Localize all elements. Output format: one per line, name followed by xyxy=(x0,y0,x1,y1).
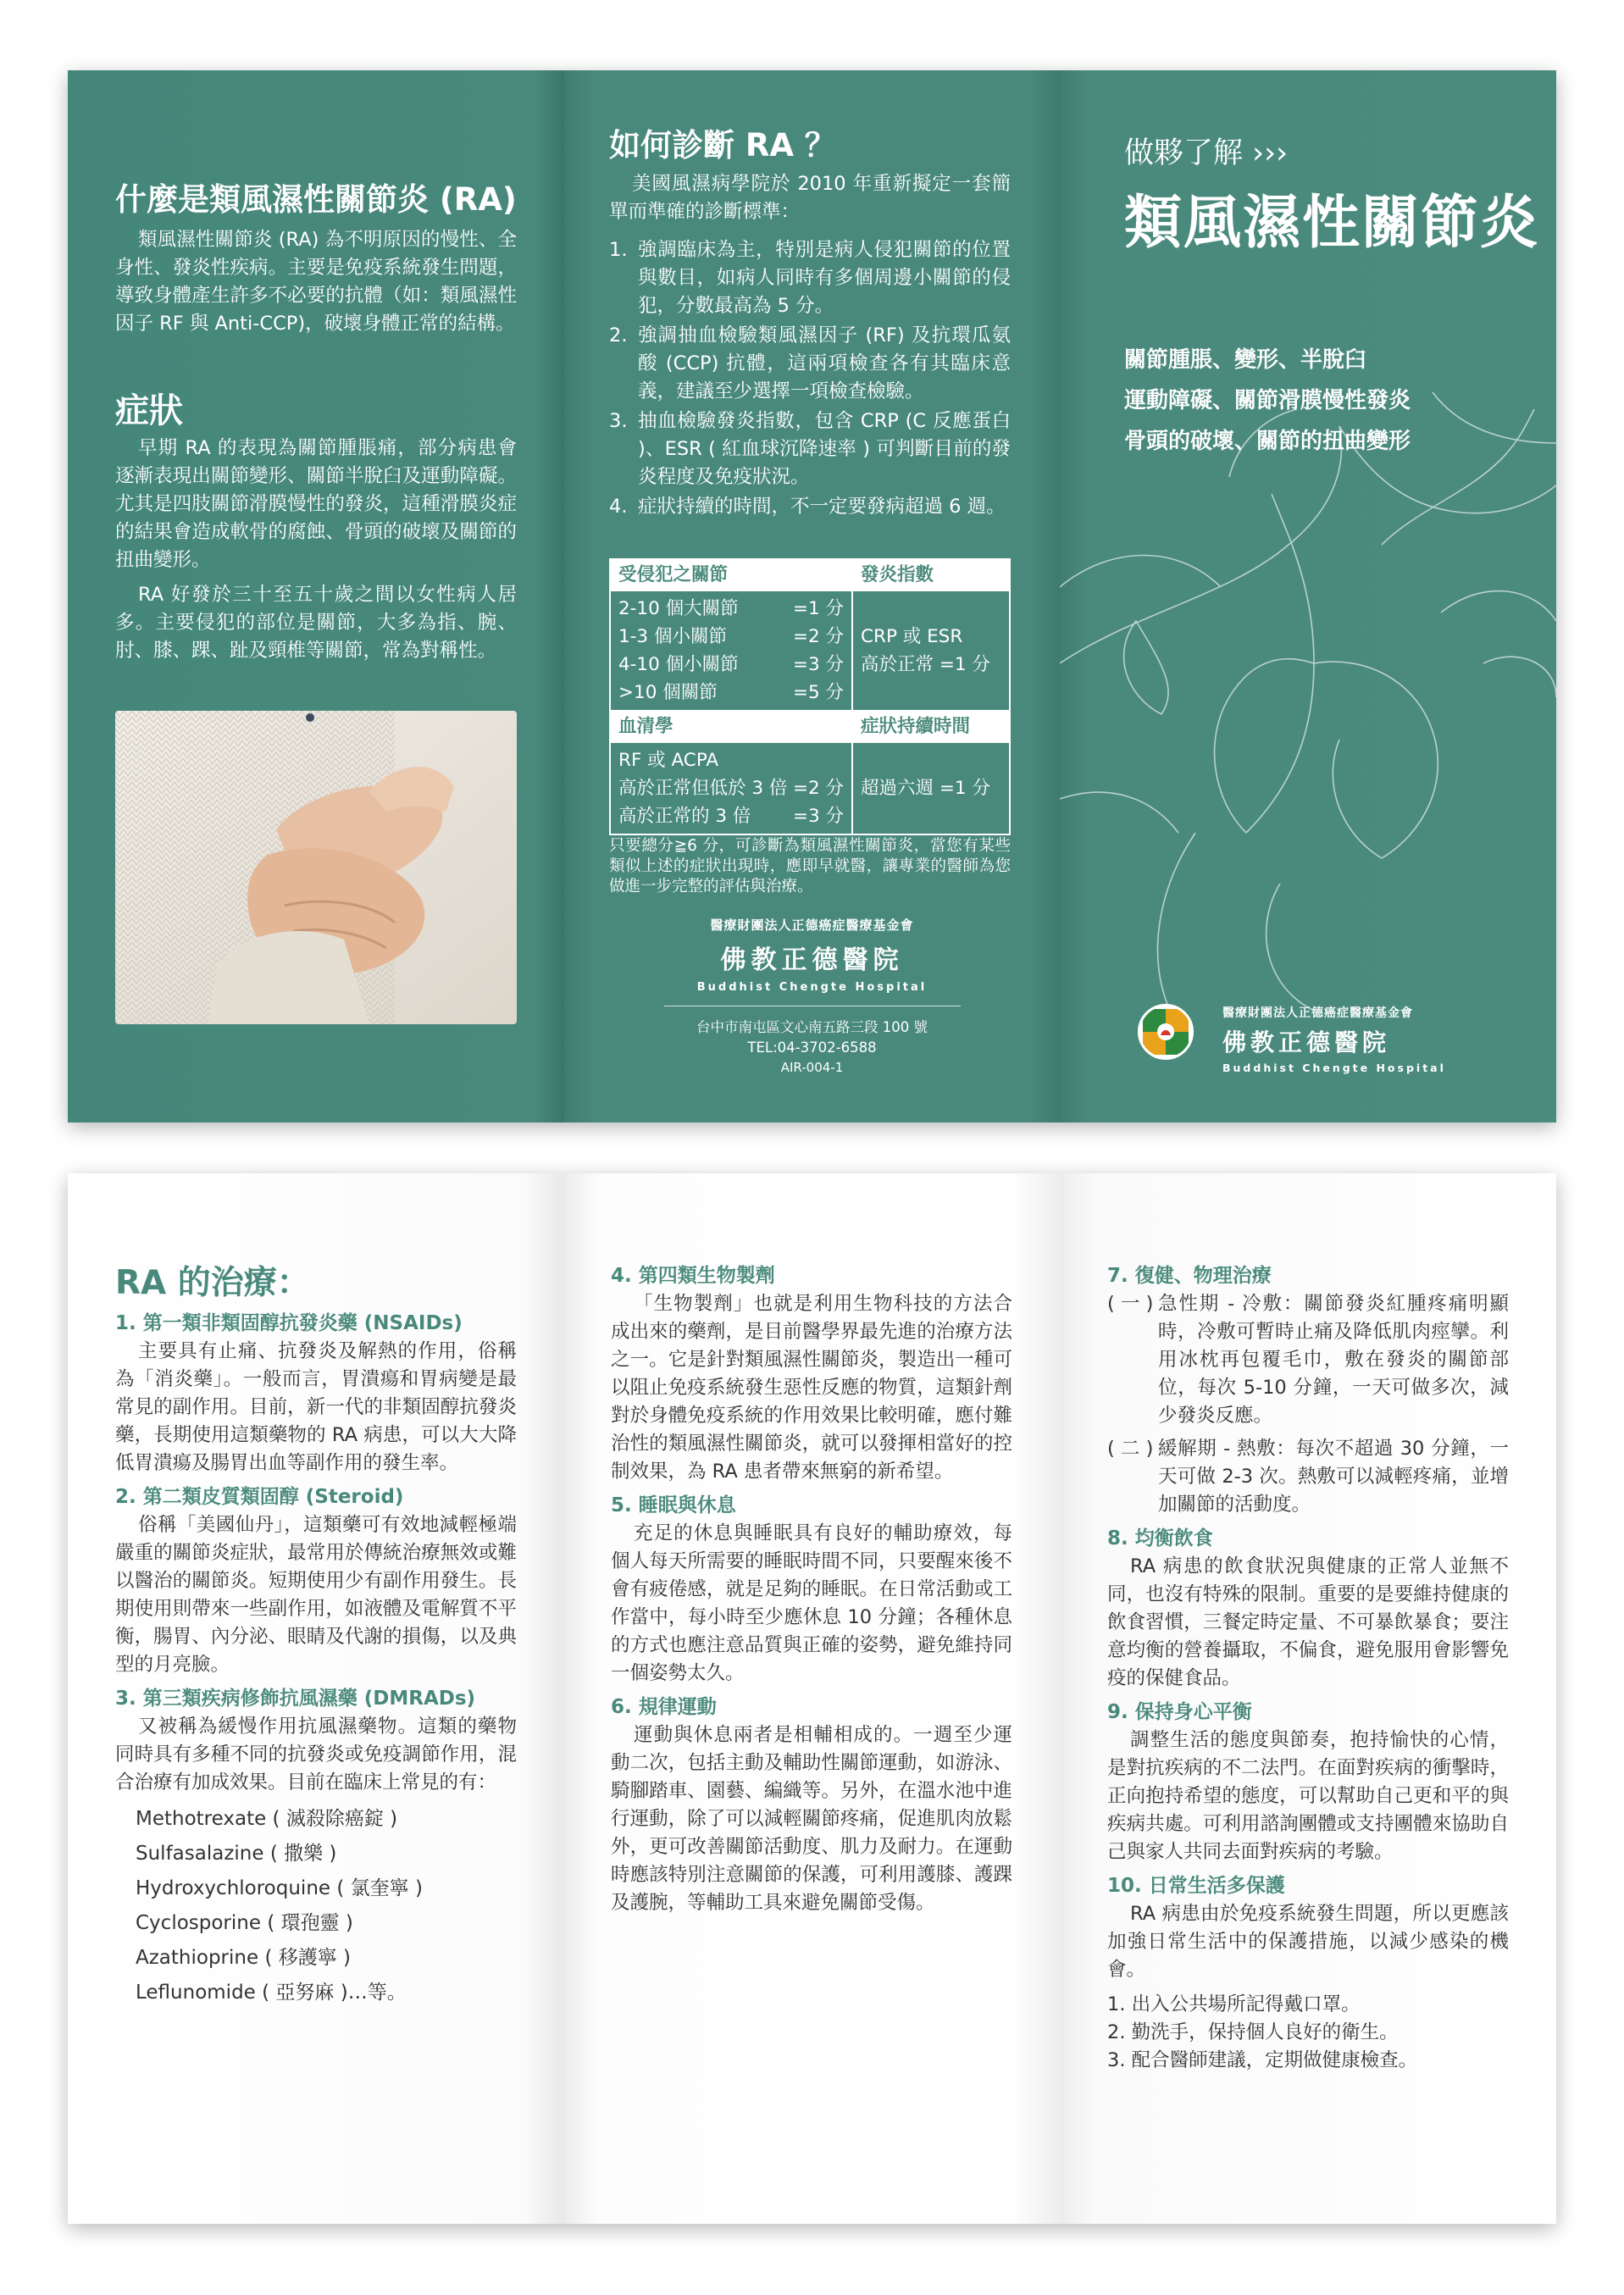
diagnosis-note: 只要總分≧6 分，可診斷為類風濕性關節炎，當您有某些類似上述的症狀出現時，應即早就醫，讓專業的醫師為您做進一步完整的評估與治療。 xyxy=(609,837,1011,895)
hospital-block xyxy=(564,916,1060,994)
list-item: ( 二 ) 緩解期 - 熱敷：每次不超過 30 分鐘，一天可做 2-3 次。熱敷可以減輕疼痛，並增加關節的活動度。 xyxy=(1107,1438,1509,1516)
table-cell-joints xyxy=(610,590,852,711)
front-panel-cover xyxy=(1060,70,1556,1123)
para-symptoms-2: RA 好發於三十至五十歲之間以女性病人居多。主要侵犯的部位是關節，大多為指、腕、肘、膝、踝、趾及頸椎等關節，常為對稱性。 xyxy=(115,584,517,662)
section-text: 調整生活的態度與節奏，抱持愉快的心情，是對抗疾病的不二法門。在面對疾病的衝擊時，正向抱持希望的態度，可以幫助自己更和平的與疾病共處。可利用諮詢團體或支持團體來協助自己與家人共同去面對疾病的考驗。 xyxy=(1107,1729,1509,1863)
cover-keywords xyxy=(1124,340,1411,462)
back-panel-treatment xyxy=(68,1173,564,2224)
keyword-line: 關節腫脹、變形、半脫臼 xyxy=(1124,347,1367,373)
foundation-name: 醫療財團法人正德癌症醫療基金會 xyxy=(710,917,914,933)
hospital-name-en: Buddhist Chengte Hospital xyxy=(1222,1062,1446,1074)
section-title: 7. 復健、物理治療 xyxy=(1107,1265,1272,1287)
front-panel-about-ra xyxy=(68,70,564,1123)
cover-hospital-block xyxy=(1222,1004,1446,1074)
section-text: 「生物製劑」也就是利用生物科技的方法合成出來的藥劑，是目前醫學界最先進的治療方法之一。它是針對類風濕性關節炎，製造出一種可以阻止免疫系統發生惡性反應的物質，這類針劑對於身體免疫系統的作用效果比較明確，應付難治性的類風濕性關節炎，就可以發揮相當好的控制效果，為 RA 患者帶來無窮的新希望。 xyxy=(611,1293,1012,1483)
table-row: 高於正常但低於 3 倍 =2 分 xyxy=(618,778,844,799)
criteria-item: 2. 強調抽血檢驗類風濕因子 (RF) 及抗環瓜氨酸 (CCP) 抗體，這兩項檢查各有其臨床意義，建議至少選擇一項檢查檢驗。 xyxy=(609,324,1011,402)
table-row: RF 或 ACPA xyxy=(618,750,719,771)
table-row: 2-10 個大關節 =1 分 xyxy=(618,598,844,619)
diagnosis-intro: 美國風濕病學院於 2010 年重新擬定一套簡單而準確的診斷標準： xyxy=(609,173,1011,223)
criteria-item: 3. 抽血檢驗發炎指數，包含 CRP (C 反應蛋白 )、ESR ( 紅血球沉降速率 ) 可判斷目前的發炎程度及免疫狀況。 xyxy=(609,410,1011,488)
table-row: 1-3 個小關節 =2 分 xyxy=(618,626,844,647)
cover-title: 類風濕性關節炎 xyxy=(1124,189,1540,257)
list-item: Methotrexate ( 滅殺除癌錠 ) xyxy=(136,1808,398,1830)
section-title: 4. 第四類生物製劑 xyxy=(611,1265,775,1287)
section-title: 9. 保持身心平衡 xyxy=(1107,1701,1252,1723)
table-row: >10 個關節 =5 分 xyxy=(618,682,844,703)
front-panel-diagnosis xyxy=(564,70,1060,1123)
document-code: AIR-004-1 xyxy=(780,1060,844,1075)
section-text: 充足的休息與睡眠具有良好的輔助療效，每個人每天所需要的睡眠時間不同，只要醒來後不會有疲倦感，就是足夠的睡眠。在日常活動或工作當中，每小時至少應休息 10 分鐘；各種休息的方式也應注意品質與正確的姿勢，避免維持同一個姿勢太久。 xyxy=(611,1522,1012,1684)
table-row: 4-10 個小關節 =3 分 xyxy=(618,654,844,675)
section-text: 又被稱為緩慢作用抗風濕藥物。這類的藥物同時具有多種不同的抗發炎或免疫調節作用，混合治療有加成效果。目前在臨床上常見的有： xyxy=(115,1716,517,1793)
hospital-name: 佛教正德醫院 xyxy=(1222,1028,1391,1056)
section-text: RA 病患的飲食狀況與健康的正常人並無不同，也沒有特殊的限制。重要的是要維持健康的飲食習慣，三餐定時定量、不可暴飲暴食；要注意均衡的營養攝取，不偏食，避免服用會影響免疫的保健食品。 xyxy=(1107,1555,1509,1689)
list-item: ( 一 ) 急性期 - 冷敷：關節發炎紅腫疼痛明顯時，冷敷可暫時止痛及降低肌肉痙攣。利用冰枕再包覆毛巾，敷在發炎的關節部位，每次 5-10 分鐘，一天可做多次，減少發炎反應。 xyxy=(1107,1293,1509,1427)
rehab-list xyxy=(1107,1290,1509,1519)
treatment-column-2 xyxy=(611,1261,1012,1917)
protection-list xyxy=(1107,1991,1509,2075)
section-text: 運動與休息兩者是相輔相成的。一週至少運動二次，包括主動及輔助性關節運動，如游泳、騎腳踏車、園藝、編織等。另外，在溫水池中進行運動，除了可以減輕關節疼痛，促進肌肉放鬆外，更可改善關節活動度、肌力及耐力。在運動時應該特別注意關節的保護，可利用護膝、護踝及護腕，等輔助工具來避免關節受傷。 xyxy=(611,1724,1012,1914)
keyword-line: 運動障礙、關節滑膜慢性發炎 xyxy=(1124,388,1411,413)
treatment-column-3 xyxy=(1107,1261,1509,2075)
table-header-inflammation: 發炎指數 xyxy=(852,559,1010,590)
heading-diagnosis: 如何診斷 RA ？ xyxy=(609,127,836,164)
hospital-name-en: Buddhist Chengte Hospital xyxy=(696,981,928,994)
back-panel-lifestyle xyxy=(564,1173,1060,2224)
section-title: 2. 第二類皮質類固醇 (Steroid) xyxy=(115,1486,404,1508)
diagnosis-criteria-list xyxy=(609,236,1011,523)
para-what-is-ra: 類風濕性關節炎 (RA) 為不明原因的慢性、全身性、發炎性疾病。主要是免疫系統發生問題，導致身體產生許多不必要的抗體（如：類風濕性因子 RF 與 Anti-CCP)，破壞身體正常的結構。 xyxy=(115,229,517,335)
drug-list xyxy=(115,1802,517,2010)
table-header-duration: 症狀持續時間 xyxy=(852,711,1010,742)
diagnosis-score-table xyxy=(609,558,1011,835)
section-title: 3. 第三類疾病修飾抗風濕藥 (DMRADs) xyxy=(115,1688,476,1710)
para-symptoms-1: 早期 RA 的表現為關節腫脹痛，部分病患會逐漸表現出關節變形、關節半脫臼及運動障礙。尤其是四肢關節滑膜慢性的發炎，這種滑膜炎症的結果會造成軟骨的腐蝕、骨頭的破壞及關節的扭曲變形。 xyxy=(115,437,517,571)
hospital-tel: TEL:04-3702-6588 xyxy=(747,1039,877,1056)
section-title: 1. 第一類非類固醇抗發炎藥 (NSAIDs) xyxy=(115,1312,463,1334)
heading-what-is-ra: 什麼是類風濕性關節炎 (RA) xyxy=(115,181,517,218)
brochure-front xyxy=(68,70,1556,1123)
section-text: RA 病患由於免疫系統發生問題，所以更應該加強日常生活中的保護措施，以減少感染的機會。 xyxy=(1107,1903,1509,1981)
heading-treatment: RA 的治療： xyxy=(115,1264,310,1302)
cover-subtitle: 做夥了解 ››› xyxy=(1124,136,1289,170)
table-cell-duration: 超過六週 =1 分 xyxy=(852,742,1010,834)
list-item: Leflunomide ( 亞努麻 )…等。 xyxy=(136,1982,407,2004)
list-item: Azathioprine ( 移護寧 ) xyxy=(136,1947,352,1969)
treatment-column-1 xyxy=(115,1256,517,2010)
hospital-address: 台中市南屯區文心南五路三段 100 號 xyxy=(696,1019,928,1035)
table-cell-serology xyxy=(610,742,852,834)
back-panel-care xyxy=(1060,1173,1556,2224)
list-item: 2. 勤洗手，保持個人良好的衛生。 xyxy=(1107,2021,1399,2043)
foundation-name: 醫療財團法人正德癌症醫療基金會 xyxy=(1222,1006,1413,1020)
section-title: 10. 日常生活多保護 xyxy=(1107,1875,1285,1897)
section-title: 6. 規律運動 xyxy=(611,1696,717,1718)
criteria-item: 4. 症狀持續的時間，不一定要發病超過 6 週。 xyxy=(609,496,1006,518)
section-text: 主要具有止痛、抗發炎及解熱的作用，俗稱為「消炎藥」。一般而言，胃潰瘍和胃病變是最常見的副作用。目前，新一代的非類固醇抗發炎藥，長期使用這類藥物的 RA 病患，可以大大降低胃潰瘍及腸胃出血等副作用的發生率。 xyxy=(115,1340,517,1474)
hospital-name: 佛教正德醫院 xyxy=(720,945,904,975)
heading-symptoms: 症狀 xyxy=(115,391,183,430)
brochure-back xyxy=(68,1173,1556,2224)
criteria-item: 1. 強調臨床為主，特別是病人侵犯關節的位置與數目，如病人同時有多個周邊小關節的侵犯，分數最高為 5 分。 xyxy=(609,239,1011,317)
table-header-joints: 受侵犯之關節 xyxy=(610,559,852,590)
list-item: Hydroxychloroquine ( 氯奎寧 ) xyxy=(136,1877,423,1899)
table-header-serology: 血清學 xyxy=(610,711,852,742)
section-title: 5. 睡眠與休息 xyxy=(611,1494,736,1516)
list-item: 1. 出入公共場所記得戴口罩。 xyxy=(1107,1993,1361,2015)
hospital-logo xyxy=(1138,1004,1194,1060)
list-item: 3. 配合醫師建議，定期做健康檢查。 xyxy=(1107,2049,1418,2071)
table-cell-inflammation: CRP 或 ESR 高於正常 =1 分 xyxy=(852,590,1010,711)
section-title: 8. 均衡飲食 xyxy=(1107,1527,1213,1549)
table-row: 高於正常的 3 倍 =3 分 xyxy=(618,806,844,827)
keyword-line: 骨頭的破壞、關節的扭曲變形 xyxy=(1124,429,1411,454)
hands-wrist-pain-photo xyxy=(115,711,517,1024)
list-item: Sulfasalazine ( 撒樂 ) xyxy=(136,1843,337,1865)
list-item: Cyclosporine ( 環孢靈 ) xyxy=(136,1912,353,1934)
section-text: 俗稱「美國仙丹」，這類藥可有效地減輕極端嚴重的關節炎症狀，最常用於傳統治療無效或難以醫治的關節炎。短期使用少有副作用發生。長期使用則帶來一些副作用，如液體及電解質不平衡，腸胃、內分泌、眼睛及代謝的損傷，以及典型的月亮臉。 xyxy=(115,1514,517,1676)
